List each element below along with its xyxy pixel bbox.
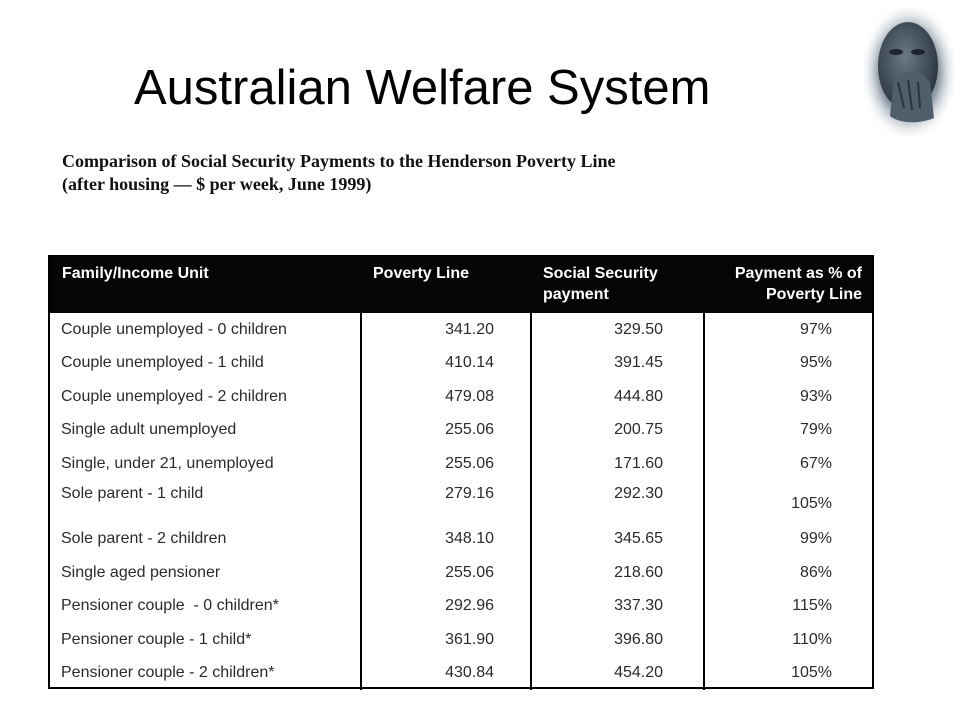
- cell-poverty-line: 361.90: [361, 623, 531, 657]
- cell-percent: 95%: [704, 347, 872, 381]
- cell-percent: 115%: [704, 590, 872, 624]
- header-social-security-line-1: Social Security: [543, 265, 658, 282]
- table-row: [50, 590, 872, 624]
- cell-poverty-line: 430.84: [361, 657, 531, 691]
- cell-unit: Pensioner couple - 1 child*: [61, 630, 252, 648]
- cell-poverty-line: 410.14: [361, 347, 531, 381]
- table-row: [50, 447, 872, 481]
- cell-payment: 444.80: [531, 380, 704, 414]
- table-header-row: [50, 257, 872, 313]
- table-row: [50, 481, 872, 523]
- cell-poverty-line: 341.20: [361, 313, 531, 347]
- caption-line-2: (after housing — $ per week, June 1999): [62, 174, 372, 194]
- table-row: [50, 347, 872, 381]
- cell-poverty-line: 292.96: [361, 590, 531, 624]
- cell-payment: 171.60: [531, 447, 704, 481]
- table-row: [50, 556, 872, 590]
- table-row: [50, 657, 872, 691]
- cell-unit: Couple unemployed - 0 children: [61, 320, 287, 338]
- cell-unit: Couple unemployed - 1 child: [61, 354, 264, 372]
- cell-percent: 79%: [704, 414, 872, 448]
- cell-unit: Pensioner couple - 0 children*: [61, 597, 279, 615]
- cell-poverty-line: 255.06: [361, 414, 531, 448]
- cell-poverty-line: 279.16: [361, 481, 531, 523]
- slide-title: Australian Welfare System: [134, 61, 711, 115]
- cell-percent: 93%: [704, 380, 872, 414]
- cell-unit: Sole parent - 1 child: [61, 484, 204, 502]
- welfare-table: [50, 257, 872, 690]
- cell-poverty-line: 479.08: [361, 380, 531, 414]
- cell-percent: 99%: [704, 523, 872, 557]
- cell-percent: 105%: [704, 657, 872, 691]
- caption-line-1: Comparison of Social Security Payments to the Henderson Poverty Line: [62, 151, 616, 171]
- cell-payment: 218.60: [531, 556, 704, 590]
- cell-unit: Single adult unemployed: [61, 421, 237, 439]
- cell-payment: 200.75: [531, 414, 704, 448]
- cell-percent: 110%: [704, 623, 872, 657]
- header-percent-line-2: Poverty Line: [765, 286, 862, 303]
- cell-payment: 337.30: [531, 590, 704, 624]
- cell-unit: Single aged pensioner: [61, 563, 221, 581]
- cell-payment: 396.80: [531, 623, 704, 657]
- cell-percent: 105%: [704, 481, 872, 523]
- cell-unit: Couple unemployed - 2 children: [61, 387, 287, 405]
- table-row: [50, 523, 872, 557]
- header-poverty-line: Poverty Line: [361, 257, 531, 313]
- thinking-person-photo: [864, 8, 954, 136]
- cell-poverty-line: 255.06: [361, 447, 531, 481]
- cell-unit: Single, under 21, unemployed: [61, 454, 274, 472]
- table-caption: [62, 150, 615, 196]
- cell-percent: 86%: [704, 556, 872, 590]
- header-family-unit: Family/Income Unit: [50, 257, 361, 313]
- cell-poverty-line: 255.06: [361, 556, 531, 590]
- header-social-security-line-2: payment: [543, 286, 609, 303]
- cell-payment: 329.50: [531, 313, 704, 347]
- cell-payment: 454.20: [531, 657, 704, 691]
- cell-poverty-line: 348.10: [361, 523, 531, 557]
- table-row: [50, 623, 872, 657]
- table-row: [50, 414, 872, 448]
- cell-percent: 67%: [704, 447, 872, 481]
- cell-unit: Pensioner couple - 2 children*: [61, 664, 275, 682]
- welfare-table-frame: [48, 255, 874, 689]
- cell-unit: Sole parent - 2 children: [61, 530, 227, 548]
- cell-payment: 345.65: [531, 523, 704, 557]
- header-percent-of-poverty: [704, 257, 872, 313]
- table-row: [50, 380, 872, 414]
- cell-percent: 97%: [704, 313, 872, 347]
- header-social-security: [531, 257, 704, 313]
- cell-payment: 391.45: [531, 347, 704, 381]
- cell-payment: 292.30: [531, 481, 704, 523]
- table-row: [50, 313, 872, 347]
- header-percent-line-1: Payment as % of: [734, 265, 862, 282]
